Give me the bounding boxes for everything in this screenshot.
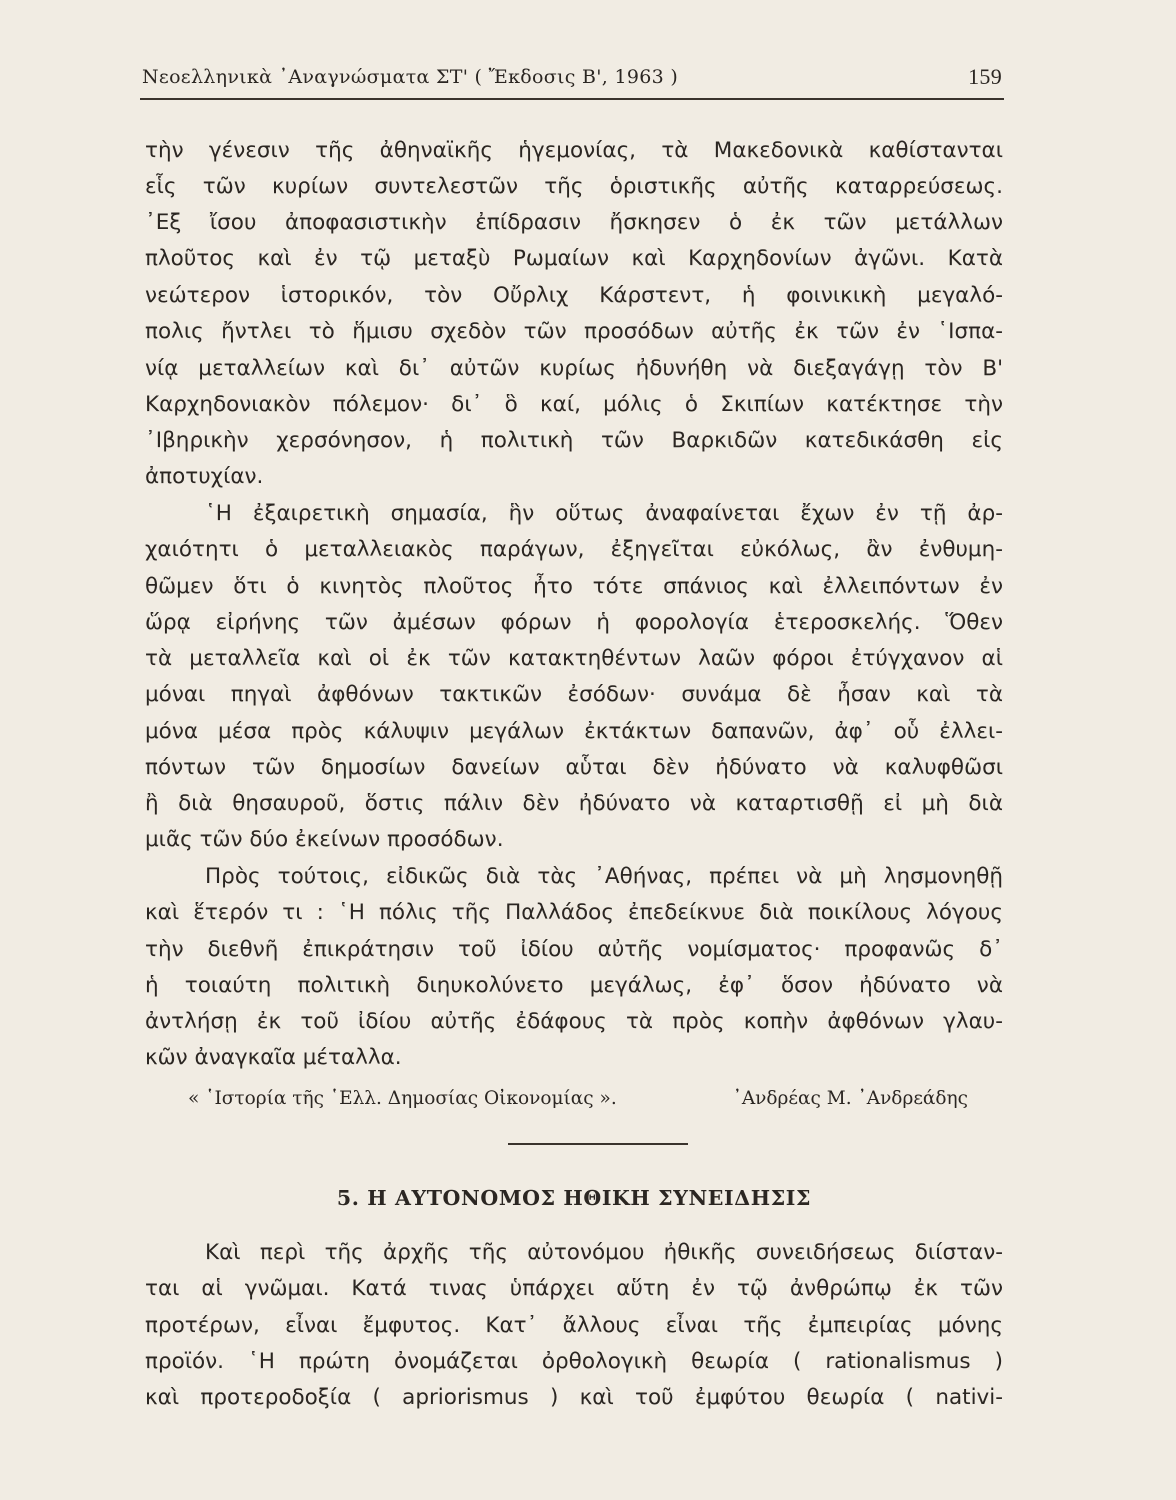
text-line: ἀποτυχίαν. bbox=[145, 464, 264, 489]
text-line: τὴν γένεσιν τῆς ἀθηναϊκῆς ἡγεμονίας, τὰ Μακεδονικὰ καθίστανται bbox=[145, 138, 1003, 163]
section-title: 5. Η ΑΥΤΟΝΟΜΟΣ ΗΘΙΚΗ ΣΥΝΕΙΔΗΣΙΣ bbox=[336, 1186, 812, 1210]
text-line: τὴν διεθνῆ ἐπικράτησιν τοῦ ἰδίου αὐτῆς νομίσματος· προφανῶς δ᾿ bbox=[145, 937, 1003, 962]
text-line: νίᾳ μεταλλείων καὶ δι᾿ αὐτῶν κυρίως ἠδυνήθη νὰ διεξαγάγῃ τὸν Β' bbox=[145, 356, 1003, 381]
text-line: προτέρων, εἶναι ἔμφυτος. Κατ᾿ ἄλλους εἶναι τῆς ἐμπειρίας μόνης bbox=[145, 1313, 1003, 1338]
section-divider bbox=[508, 1143, 688, 1145]
text-line: νεώτερον ἱστορικόν, τὸν Οὔρλιχ Κάρστεντ, ἡ φοινικικὴ μεγαλό- bbox=[145, 283, 1003, 308]
source-author: ᾿Ανδρέας Μ. ᾿Ανδρεάδης bbox=[732, 1088, 968, 1109]
text-line: κῶν ἀναγκαῖα μέταλλα. bbox=[145, 1045, 402, 1070]
text-line: ὥρᾳ εἰρήνης τῶν ἀμέσων φόρων ἡ φορολογία ἑτεροσκελής. Ὅθεν bbox=[145, 610, 1003, 635]
text-line: ῾Η ἐξαιρετικὴ σημασία, ἣν οὕτως ἀναφαίνεται ἔχων ἐν τῇ ἀρ- bbox=[205, 501, 1003, 526]
source-reference: « ῾Ιστορία τῆς ῾Ελλ. Δημοσίας Οἰκονομίας ». bbox=[188, 1088, 617, 1109]
text-line: θῶμεν ὅτι ὁ κινητὸς πλοῦτος ἦτο τότε σπάνιος καὶ ἐλλειπόντων ἐν bbox=[145, 574, 1003, 599]
text-line: καὶ προτεροδοξία ( apriorismus ) καὶ τοῦ ἐμφύτου θεωρία ( nativi- bbox=[145, 1385, 1003, 1410]
header-rule bbox=[140, 98, 1004, 100]
header-title: Νεοελληνικὰ ᾿Αναγνώσματα ΣΤ' ( Ἔκδοσις Β', 1963 ) bbox=[142, 66, 679, 88]
text-line: ἀντλήσῃ ἐκ τοῦ ἰδίου αὐτῆς ἐδάφους τὰ πρὸς κοπὴν ἀφθόνων γλαυ- bbox=[145, 1009, 1003, 1034]
text-line: μόνα μέσα πρὸς κάλυψιν μεγάλων ἐκτάκτων δαπανῶν, ἀφ᾿ οὗ ἐλλει- bbox=[145, 719, 1003, 744]
page-number: 159 bbox=[968, 64, 1002, 89]
text-line: τὰ μεταλλεῖα καὶ οἱ ἐκ τῶν κατακτηθέντων λαῶν φόροι ἐτύγχανον αἱ bbox=[145, 646, 1003, 671]
text-line: εἷς τῶν κυρίων συντελεστῶν τῆς ὁριστικῆς αὐτῆς καταρρεύσεως. bbox=[145, 174, 1003, 199]
text-line: ᾿Ιβηρικὴν χερσόνησον, ἡ πολιτικὴ τῶν Βαρκιδῶν κατεδικάσθη εἰς bbox=[145, 428, 1003, 453]
text-line: ᾿Εξ ἴσου ἀποφασιστικὴν ἐπίδρασιν ἤσκησεν ὁ ἐκ τῶν μετάλλων bbox=[145, 210, 1003, 235]
text-line: χαιότητι ὁ μεταλλειακὸς παράγων, ἐξηγεῖται εὐκόλως, ἂν ἐνθυμη- bbox=[145, 537, 1003, 562]
text-line: ται αἱ γνῶμαι. Κατά τινας ὑπάρχει αὕτη ἐν τῷ ἀνθρώπῳ ἐκ τῶν bbox=[145, 1276, 1003, 1301]
running-header bbox=[142, 64, 1002, 94]
text-line: προϊόν. ῾Η πρώτη ὀνομάζεται ὀρθολογικὴ θεωρία ( rationalismus ) bbox=[145, 1349, 1003, 1374]
text-line: πλοῦτος καὶ ἐν τῷ μεταξὺ Ρωμαίων καὶ Καρχηδονίων ἀγῶνι. Κατὰ bbox=[145, 246, 1003, 271]
text-line: ἡ τοιαύτη πολιτικὴ διηυκολύνετο μεγάλως, ἐφ᾿ ὅσον ἠδύνατο νὰ bbox=[145, 973, 1003, 998]
text-line: μόναι πηγαὶ ἀφθόνων τακτικῶν ἐσόδων· συνάμα δὲ ἦσαν καὶ τὰ bbox=[145, 682, 1003, 707]
text-line: ἢ διὰ θησαυροῦ, ὅστις πάλιν δὲν ἠδύνατο νὰ καταρτισθῇ εἰ μὴ διὰ bbox=[145, 791, 1003, 816]
text-line: καὶ ἕτερόν τι : ῾Η πόλις τῆς Παλλάδος ἐπεδείκνυε διὰ ποικίλους λόγους bbox=[145, 900, 1003, 925]
text-line: μιᾶς τῶν δύο ἐκείνων προσόδων. bbox=[145, 827, 504, 852]
text-line: πολις ἤντλει τὸ ἥμισυ σχεδὸν τῶν προσόδων αὐτῆς ἐκ τῶν ἐν ῾Ισπα- bbox=[145, 319, 1003, 344]
text-line: Καρχηδονιακὸν πόλεμον· δι᾿ ὃ καί, μόλις ὁ Σκιπίων κατέκτησε τὴν bbox=[145, 392, 1003, 417]
text-line: πόντων τῶν δημοσίων δανείων αὗται δὲν ἠδύνατο νὰ καλυφθῶσι bbox=[145, 755, 1003, 780]
text-line: Πρὸς τούτοις, εἰδικῶς διὰ τὰς ᾿Αθήνας, πρέπει νὰ μὴ λησμονηθῇ bbox=[205, 864, 1003, 889]
source-citation bbox=[188, 1082, 968, 1116]
text-line: Καὶ περὶ τῆς ἀρχῆς τῆς αὐτονόμου ἠθικῆς συνειδήσεως διίσταν- bbox=[205, 1240, 1003, 1265]
